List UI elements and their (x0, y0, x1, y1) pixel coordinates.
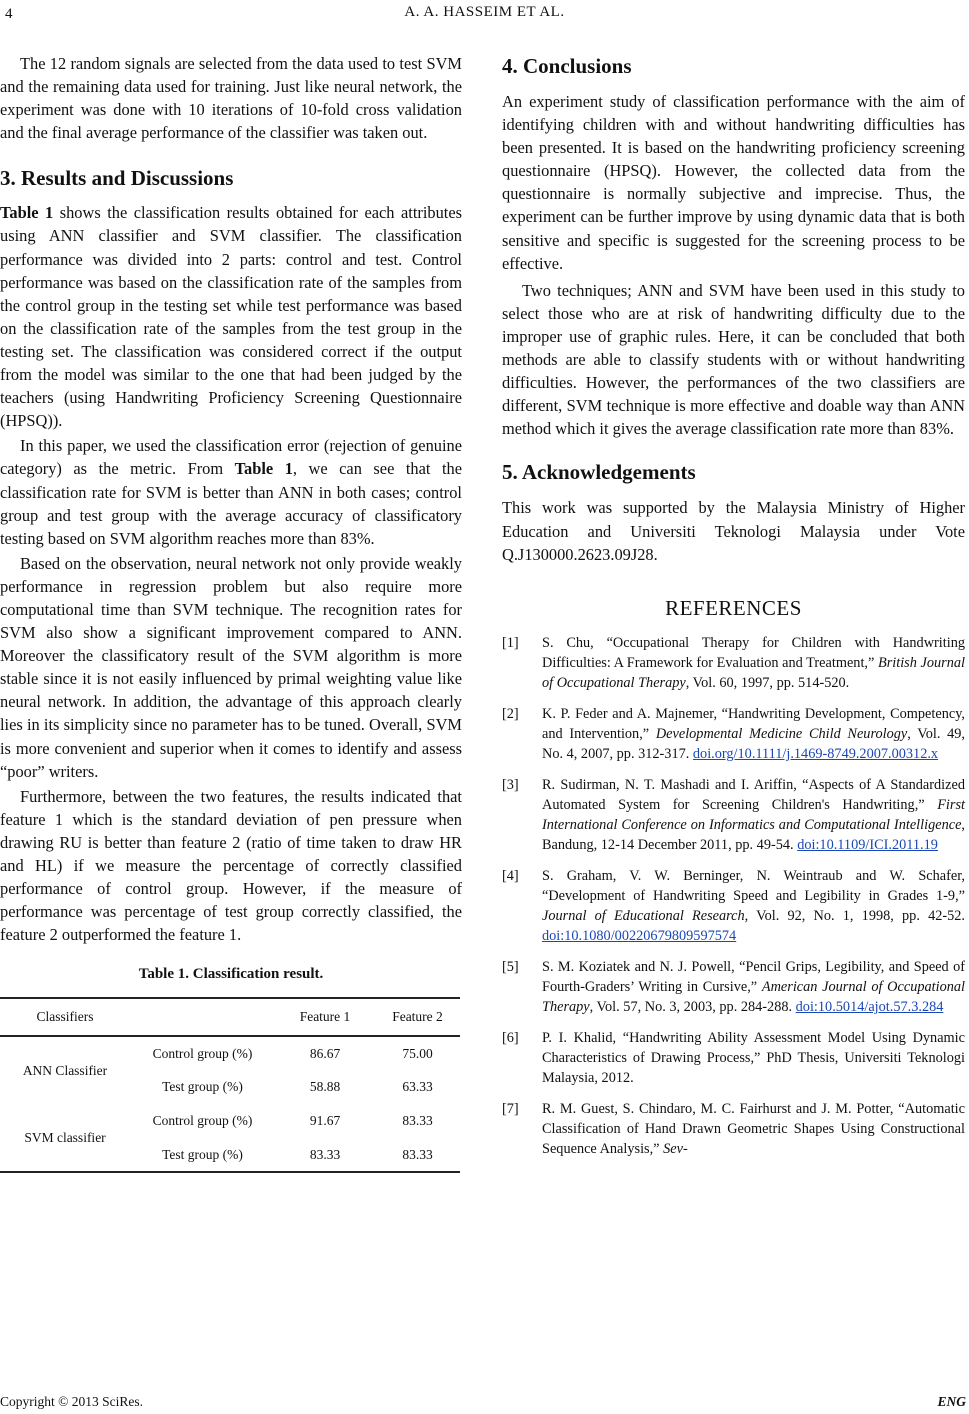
acknowledgements-paragraph: This work was supported by the Malaysia Ministry of Higher Education and Universiti Teknologi Malaysia under Vote Q.J130000.2623.09J28. (502, 498, 965, 564)
section-5-title: 5. Acknowledgements (502, 460, 696, 485)
reference-text: S. Chu, “Occupational Therapy for Children with Handwriting Difficulties: A Framework for Evaluation and Treatment,” British Journal of Occupational Therapy, Vol. 60, 1997, pp. 514-520. (542, 634, 965, 691)
table-caption: Table 1. Classification result. (138, 966, 324, 983)
feature-1-cell: 86.67 (309, 1045, 341, 1061)
page-number: 4 (5, 6, 13, 22)
reference-text: S. Graham, V. W. Berninger, N. Weintraub and W. Schafer, “Development of Handwriting Speed and Legibility in Grades 1-9,” Journal of Educational Research, Vol. 92, No. 1, 1998, pp. 42-52. doi:10.1080/00220679809597574 (542, 867, 965, 944)
reference-text: R. M. Guest, S. Chindaro, M. C. Fairhurst and J. M. Potter, “Automatic Classification of Hand Drawn Geometric Shapes Using Constructional Sequence Analysis,” Sev- (542, 1100, 965, 1157)
feature-2-cell: 83.33 (402, 1113, 433, 1129)
reference-text: R. Sudirman, N. T. Mashadi and I. Ariffin, “Aspects of A Standardized Automated System for Screening Children's Handwriting,” First International Conference on Informatics and Computational Intelligence, Bandung, 12-14 December 2011, pp. 49-54. doi:10.1109/ICI.2011.19 (542, 776, 965, 853)
reference-number: [3] (502, 776, 519, 793)
running-title: A. A. HASSEIM ET AL. (404, 4, 565, 20)
table-row (0, 1036, 460, 1070)
table-header: Feature 2 (375, 998, 460, 1036)
section-4-title: 4. Conclusions (502, 54, 632, 78)
left-column (0, 52, 462, 1173)
results-paragraph-2: In this paper, we used the classification error (rejection of genuine category) as the metric. From Table 1, we can see that the classification rate for SVM is better than ANN in both cases; control group and test group with the average accuracy of classificatory testing based on SVM algorithm reaches more than 83%. (0, 436, 462, 548)
classifier-label: ANN Classifier (22, 1062, 108, 1078)
doi-link[interactable]: doi:10.1109/ICI.2011.19 (797, 836, 938, 853)
reference-number: [2] (502, 705, 519, 722)
group-cell: Control group (%) (152, 1113, 253, 1129)
conclusion-paragraph-1: An experiment study of classification performance with the aim of identifying children with and without handwriting difficulties has been presented. It is based on the handwriting proficiency screening questionnaire (HPSQ). However, the collected data from the questionnaire is normally subjective and imprecise. Thus, the experiment can be further improve by using dynamic data that is both sensitive and specific is suggested for the screening process to be effective. (502, 92, 965, 273)
right-column (502, 52, 965, 1170)
results-paragraph-4: Furthermore, between the two features, the results indicated that feature 1 which is the standard deviation of pen pressure when drawing RU is better than feature 2 (ratio of time taken to draw HR and HL) if we measure the percentage of correctly classified performance of control group. However, if the measure of performance was percentage of test group correctly classified, the feature 2 outperformed the feature 1. (0, 786, 462, 945)
doi-link[interactable]: doi:10.1080/00220679809597574 (542, 927, 737, 944)
group-cell: Test group (%) (162, 1079, 243, 1095)
table-header (130, 998, 275, 1036)
reference-item (502, 957, 965, 1017)
reference-item (502, 633, 965, 693)
copyright-footer: Copyright © 2013 SciRes. (0, 1394, 144, 1409)
table-header: Feature 1 (275, 998, 375, 1036)
table-row (0, 1104, 460, 1138)
feature-1-cell: 91.67 (309, 1113, 341, 1129)
reference-number: [7] (502, 1100, 519, 1117)
table-1-reference[interactable]: Table 1 (0, 203, 54, 223)
reference-item (502, 704, 965, 764)
results-paragraph-3: Based on the observation, neural network not only provide weakly performance in regression problem but also require more computational time than SVM technique. The recognition rates for SVM also show a significant improvement compared to ANN. Moreover the classificatory result of the SVM algorithm is more stable since it is not easily influenced by primal weighting value like neural network. In addition, the advantage of this approach clearly lies in its simplicity since no parameter has to be tuned. Overall, SVM is more convenient and superior when it comes to identify and assess “poor” writers. (0, 553, 462, 781)
doi-link[interactable]: doi.org/10.1111/j.1469-8749.2007.00312.x (692, 745, 939, 762)
reference-item (502, 1099, 965, 1159)
references-list (502, 633, 965, 1159)
references-title: REFERENCES (665, 595, 802, 620)
table-header-row (0, 998, 460, 1036)
reference-number: [1] (502, 634, 519, 651)
table-header: Classifiers (0, 998, 130, 1036)
conclusion-paragraph-2: Two techniques; ANN and SVM have been used in this study to select those who are at risk of handwriting difficulty due to the improper use of graphic rules. Here, it can be concluded that both methods are able to classify students with or without handwriting difficulties. However, the performances of the two classifiers are different, SVM technique is more effective and doable way than ANN method which it gives the average classification rate more than 83%. (502, 280, 965, 439)
section-3-title: 3. Results and Discussions (0, 166, 234, 191)
intro-paragraph: The 12 random signals are selected from the data used to test SVM and the remaining data used for training. Just like neural network, the experiment was done with 10 iterations of 10-fold cross validation and the final average performance of the classifier was taken out. (0, 54, 462, 143)
feature-1-cell: 83.33 (275, 1138, 375, 1172)
classifier-label: SVM classifier (0, 1104, 130, 1172)
results-paragraph-1: Table 1 shows the classification results obtained for each attributes using ANN classifier and SVM classifier. The classification performance was divided into 2 parts: control and test. Control performance was based on the classification rate of the samples from the control group in the testing set while test performance was based on the classification rate of the samples from the test group in the testing set. The classification was considered correct if the output from the model was similar to the one that had been judged by the teachers (using Handwriting Proficiency Screening Questionnaire (HPSQ)). (0, 203, 462, 431)
reference-text: S. M. Koziatek and N. J. Powell, “Pencil Grips, Legibility, and Speed of Fourth-Graders’ Writing in Cursive,” American Journal of Occupational Therapy, Vol. 57, No. 3, 2003, pp. 284-288. doi:10.5014/ajot.57.3.284 (542, 958, 965, 1015)
group-cell: Test group (%) (130, 1138, 275, 1172)
reference-item (502, 866, 965, 946)
reference-number: [5] (502, 958, 519, 975)
reference-number: [6] (502, 1029, 519, 1046)
reference-text: K. P. Feder and A. Majnemer, “Handwriting Development, Competency, and Intervention,” Developmental Medicine Child Neurology, Vol. 49, No. 4, 2007, pp. 312-317. doi.org/10.1111/j.1469-8749.2007.00312.x (542, 705, 965, 762)
journal-abbreviation: ENG (937, 1394, 966, 1409)
feature-1-cell: 58.88 (309, 1079, 341, 1095)
reference-number: [4] (502, 867, 519, 884)
feature-2-cell: 75.00 (402, 1045, 433, 1061)
reference-item (502, 775, 965, 855)
reference-text: P. I. Khalid, “Handwriting Ability Assessment Model Using Dynamic Characteristics of Drawing Process,” PhD Thesis, Universiti Teknologi Malaysia, 2012. (542, 1029, 965, 1086)
classification-table (0, 997, 460, 1173)
feature-2-cell: 83.33 (375, 1138, 460, 1172)
group-cell: Control group (%) (152, 1045, 253, 1061)
table-1-reference[interactable]: Table 1 (234, 459, 293, 479)
reference-item (502, 1028, 965, 1088)
doi-link[interactable]: doi:10.5014/ajot.57.3.284 (795, 998, 944, 1015)
feature-2-cell: 63.33 (402, 1079, 433, 1095)
